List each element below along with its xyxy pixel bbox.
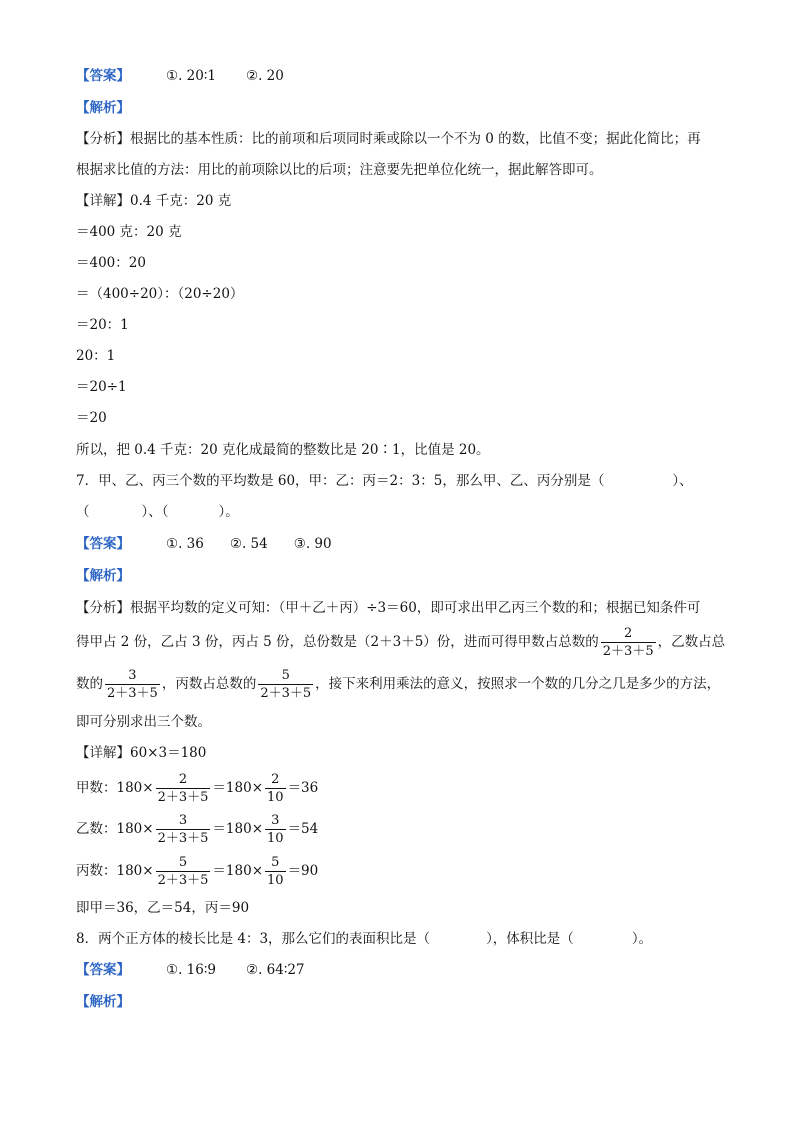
q6-answer-line [76,66,726,86]
fraction [156,812,211,847]
q6-analysis-text-1: 根据比的基本性质：比的前项和后项同时乘或除以一个不为 0 的数，比值不变；据此化简比；再 [130,131,701,147]
fraction-denominator: 10 [267,789,284,805]
q6-analysis-heading [76,98,726,118]
q6-detail-step-1: ＝400 克：20 克 [76,224,182,240]
yi-label: 乙数：180× [76,821,154,837]
q7-stem-text-1a: 7．甲、乙、丙三个数的平均数是 60，甲：乙：丙＝2：3：5，那么甲、乙、丙分别是（ [76,473,605,489]
q7-yi-calc [76,809,726,849]
fraction-denominator: 10 [267,830,284,846]
q7-analysis-line-2 [76,622,726,662]
detail-label: 【详解】 [76,745,130,761]
fraction-numerator: 2 [271,771,280,787]
q6-detail-line-1 [76,222,726,242]
q6-detail-step-7: ＝20 [76,410,107,426]
fraction [156,771,211,806]
q7-bing-calc [76,851,726,891]
analysis-label: 【解析】 [76,994,130,1010]
q6-detail-step-6: ＝20÷1 [76,379,127,395]
q6-detail-line-6 [76,377,726,397]
detail-label: 【详解】 [76,193,130,209]
q6-analysis-line-2 [76,160,726,180]
fraction-yi [105,667,160,702]
q7-analysis-line-1 [76,598,726,618]
q6-detail-line-0 [76,191,726,211]
q6-detail-step-5: 20：1 [76,348,116,364]
jia-result: ＝36 [287,780,319,796]
q6-detail-step-4: ＝20：1 [76,317,129,333]
q8-stem-text-b: ），体积比是（ [486,931,574,947]
q6-detail-line-7 [76,408,726,428]
q6-detail-step-3: ＝（400÷20）：（20÷20） [76,286,244,302]
bing-result: ＝90 [287,863,319,879]
q6-answer-2: ②. 20 [245,68,284,84]
q7-analysis-text-3a: 数的 [76,676,103,692]
fraction [265,854,286,889]
fraction-denominator: 2＋3＋5 [157,872,209,888]
equals-times: ＝180× [212,780,264,796]
analyze-label: 【分析】 [76,600,130,616]
fraction-denominator: 2＋3＋5 [602,643,654,659]
fraction [265,771,286,806]
q7-final [76,898,726,918]
q8-answer-line [76,960,726,980]
fraction-numerator: 5 [281,667,290,683]
q7-final-text: 即甲＝36，乙＝54，丙＝90 [76,900,250,916]
q7-analysis-text-3c: ，接下来利用乘法的意义，按照求一个数的几分之几是多少的方法， [315,676,721,692]
q8-stem-text-a: 8．两个正方体的棱长比是 4：3，那么它们的表面积比是（ [76,931,431,947]
fraction-numerator: 3 [128,667,137,683]
analysis-label: 【解析】 [76,100,130,116]
q7-detail-line-0 [76,743,726,763]
answer-label: 【答案】 [76,536,130,552]
fraction [265,812,286,847]
q7-answer-2: ②. 54 [229,536,268,552]
fraction-numerator: 3 [178,812,188,828]
yi-result: ＝54 [287,821,319,837]
fraction-numerator: 2 [178,771,188,787]
bing-label: 丙数：180× [76,863,154,879]
q7-analysis-text-3b: ，丙数占总数的 [161,676,257,692]
q8-answer-1: ①. 16∶9 [166,962,216,978]
q6-detail-line-2 [76,253,726,273]
q6-detail-line-3 [76,284,726,304]
q7-stem-text-1b: ）、 [672,473,693,489]
q8-answer-2: ②. 64∶27 [245,962,305,978]
q8-stem [76,929,726,949]
q7-analysis-text-4: 即可分别求出三个数。 [76,714,211,730]
fraction-denominator: 10 [267,872,284,888]
q7-analysis-line-4 [76,712,726,732]
q7-detail-total: 60×3＝180 [130,745,207,761]
fraction-jia [601,625,656,660]
q8-analysis-heading [76,992,726,1012]
answer-label: 【答案】 [76,68,130,84]
fraction-denominator: 2＋3＋5 [260,685,312,701]
q8-stem-text-c: ）。 [631,931,653,947]
q7-stem-text-2b: ）、（ [141,504,169,520]
q6-analysis-line-1 [76,129,726,149]
q6-analysis-text-2: 根据求比值的方法：用比的前项除以比的后项；注意要先把单位化统一，据此解答即可。 [76,162,603,178]
q7-analysis-heading [76,566,726,586]
analysis-label: 【解析】 [76,568,130,584]
equals-times: ＝180× [212,821,264,837]
q6-detail-line-4 [76,315,726,335]
q7-jia-calc [76,768,726,808]
q7-stem-text-2a: （ [76,504,90,520]
q6-conclusion [76,440,726,460]
q6-detail-step-0: 0.4 千克：20 克 [130,193,232,209]
fraction-numerator: 5 [178,854,188,870]
q7-answer-1: ①. 36 [166,536,204,552]
fraction-denominator: 2＋3＋5 [157,789,209,805]
q7-stem-text-2c: ）。 [218,504,239,520]
equals-times: ＝180× [212,863,264,879]
fraction-numerator: 5 [271,854,280,870]
fraction-bing [258,667,313,702]
fraction-denominator: 2＋3＋5 [157,830,209,846]
q6-detail-step-2: ＝400：20 [76,255,146,271]
q6-conclusion-text: 所以，把 0.4 千克：20 克化成最简的整数比是 20∶1，比值是 20。 [76,442,490,458]
q7-analysis-text-2a: 得甲占 2 份，乙占 3 份，丙占 5 份，总份数是（2＋3＋5）份，进而可得甲数占总数的 [76,634,599,650]
q7-analysis-line-3 [76,664,726,704]
jia-label: 甲数：180× [76,780,154,796]
q7-analysis-text-1: 根据平均数的定义可知：（甲＋乙＋丙）÷3＝60，即可求出甲乙丙三个数的和；根据已知条件可 [130,600,701,616]
q6-detail-line-5 [76,346,726,366]
q7-stem-line-2 [76,502,726,522]
fraction-numerator: 2 [624,625,633,641]
fraction-numerator: 3 [271,812,280,828]
q6-answer-1: ①. 20∶1 [166,68,216,84]
q7-analysis-text-2b: ，乙数占总 [657,634,726,650]
answer-label: 【答案】 [76,962,130,978]
q7-answer-line [76,534,726,554]
fraction-denominator: 2＋3＋5 [107,685,158,701]
q7-answer-3: ③. 90 [293,536,332,552]
q7-stem-line-1 [76,471,726,491]
fraction [156,854,211,889]
analyze-label: 【分析】 [76,131,130,147]
